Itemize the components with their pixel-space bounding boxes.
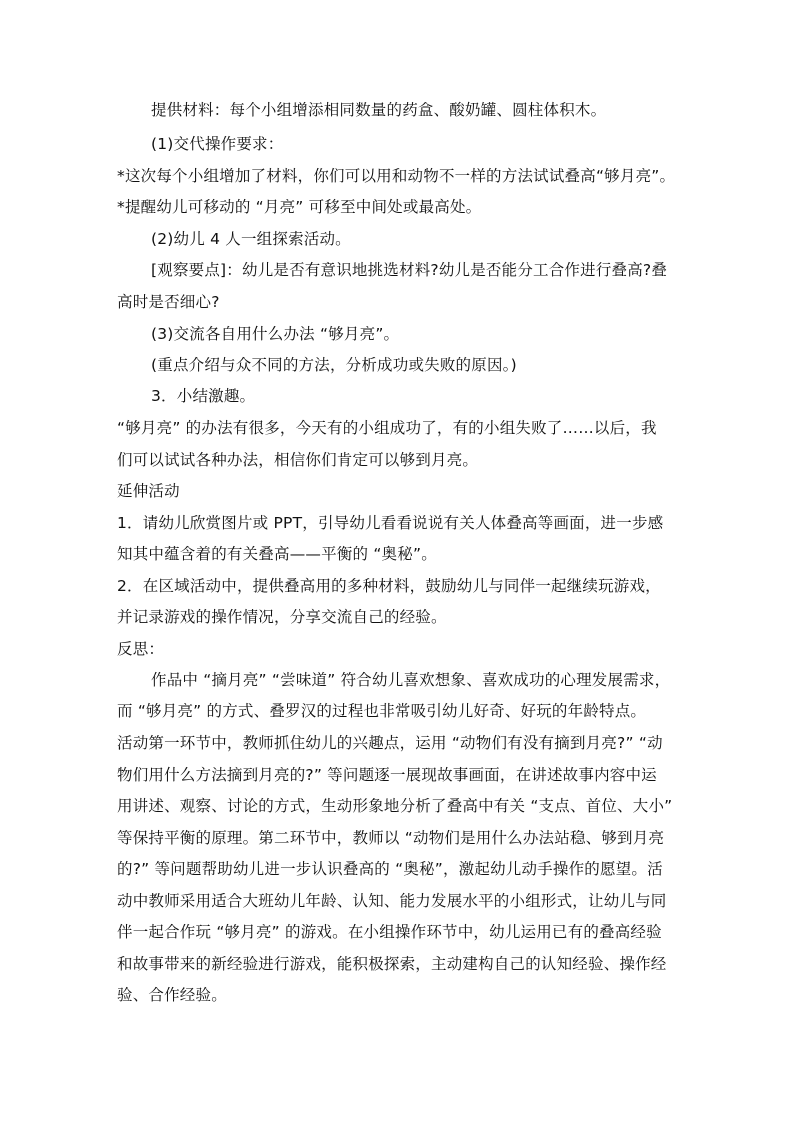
summary-line-1: “够月亮” 的办法有很多，今天有的小组成功了，有的小组失败了……以后，我 [117, 419, 657, 437]
step-3-heading: (3)交流各自用什么办法 “够月亮”。 [151, 325, 400, 343]
step-1-heading: (1)交代操作要求： [151, 135, 284, 153]
observation-line-2: 高时是否细心? [117, 293, 220, 311]
instruction-line-1: *这次每个小组增加了材料，你们可以用和动物不一样的方法试试叠高“够月亮”。 [117, 167, 676, 185]
reflection-line-5: 用讲述、观察、讨论的方式，生动形象地分析了叠高中有关 “支点、首位、大小” [117, 797, 673, 815]
observation-line-1: [观察要点]：幼儿是否有意识地挑选材料?幼儿是否能分工合作进行叠高?叠 [151, 261, 668, 279]
reflection-line-1: 作品中 “摘月亮” “尝味道” 符合幼儿喜欢想象、喜欢成功的心理发展需求， [151, 671, 671, 689]
reflection-line-3: 活动第一环节中，教师抓住幼儿的兴趣点，运用 “动物们有没有摘到月亮?” “动 [117, 734, 663, 752]
focus-note: (重点介绍与众不同的方法，分析成功或失败的原因。) [151, 356, 517, 374]
instruction-line-2: *提醒幼儿可移动的 “月亮” 可移至中间处或最高处。 [117, 198, 482, 216]
summary-line-2: 们可以试试各种办法，相信你们肯定可以够到月亮。 [117, 451, 479, 469]
summary-heading: 3．小结激趣。 [151, 387, 256, 405]
reflection-line-7: 的?” 等问题帮助幼儿进一步认识叠高的 “奥秘”，激起幼儿动手操作的愿望。活 [117, 860, 663, 878]
reflection-heading: 反思： [117, 640, 165, 658]
extension-item-1-line-1: 1．请幼儿欣赏图片或 PPT，引导幼儿看看说说有关人体叠高等画面，进一步感 [117, 514, 664, 532]
step-2-heading: (2)幼儿 4 人一组探索活动。 [151, 230, 351, 248]
extension-item-1-line-2: 知其中蕴含着的有关叠高——平衡的 “奥秘”。 [117, 545, 437, 563]
reflection-line-10: 和故事带来的新经验进行游戏，能积极探索，主动建构自己的认知经验、操作经 [117, 955, 667, 973]
extension-item-2-line-1: 2．在区域活动中，提供叠高用的多种材料，鼓励幼儿与同伴一起继续玩游戏， [117, 577, 661, 595]
reflection-line-9: 伴一起合作玩 “够月亮” 的游戏。在小组操作环节中，幼儿运用已有的叠高经验 [117, 923, 662, 941]
reflection-line-4: 物们用什么方法摘到月亮的?” 等问题逐一展现故事画面，在讲述故事内容中运 [117, 766, 657, 784]
reflection-line-2: 而 “够月亮” 的方式、叠罗汉的过程也非常吸引幼儿好奇、好玩的年龄特点。 [117, 702, 647, 720]
reflection-line-11: 验、合作经验。 [117, 986, 227, 1004]
extension-heading: 延伸活动 [117, 482, 180, 500]
materials-line: 提供材料：每个小组增添相同数量的药盒、酸奶罐、圆柱体积木。 [151, 101, 607, 119]
extension-item-2-line-2: 并记录游戏的操作情况，分享交流自己的经验。 [117, 608, 447, 626]
reflection-line-8: 动中教师采用适合大班幼儿年龄、认知、能力发展水平的小组形式，让幼儿与同 [117, 892, 667, 910]
reflection-line-6: 等保持平衡的原理。第二环节中，教师以 “动物们是用什么办法站稳、够到月亮 [117, 829, 665, 847]
